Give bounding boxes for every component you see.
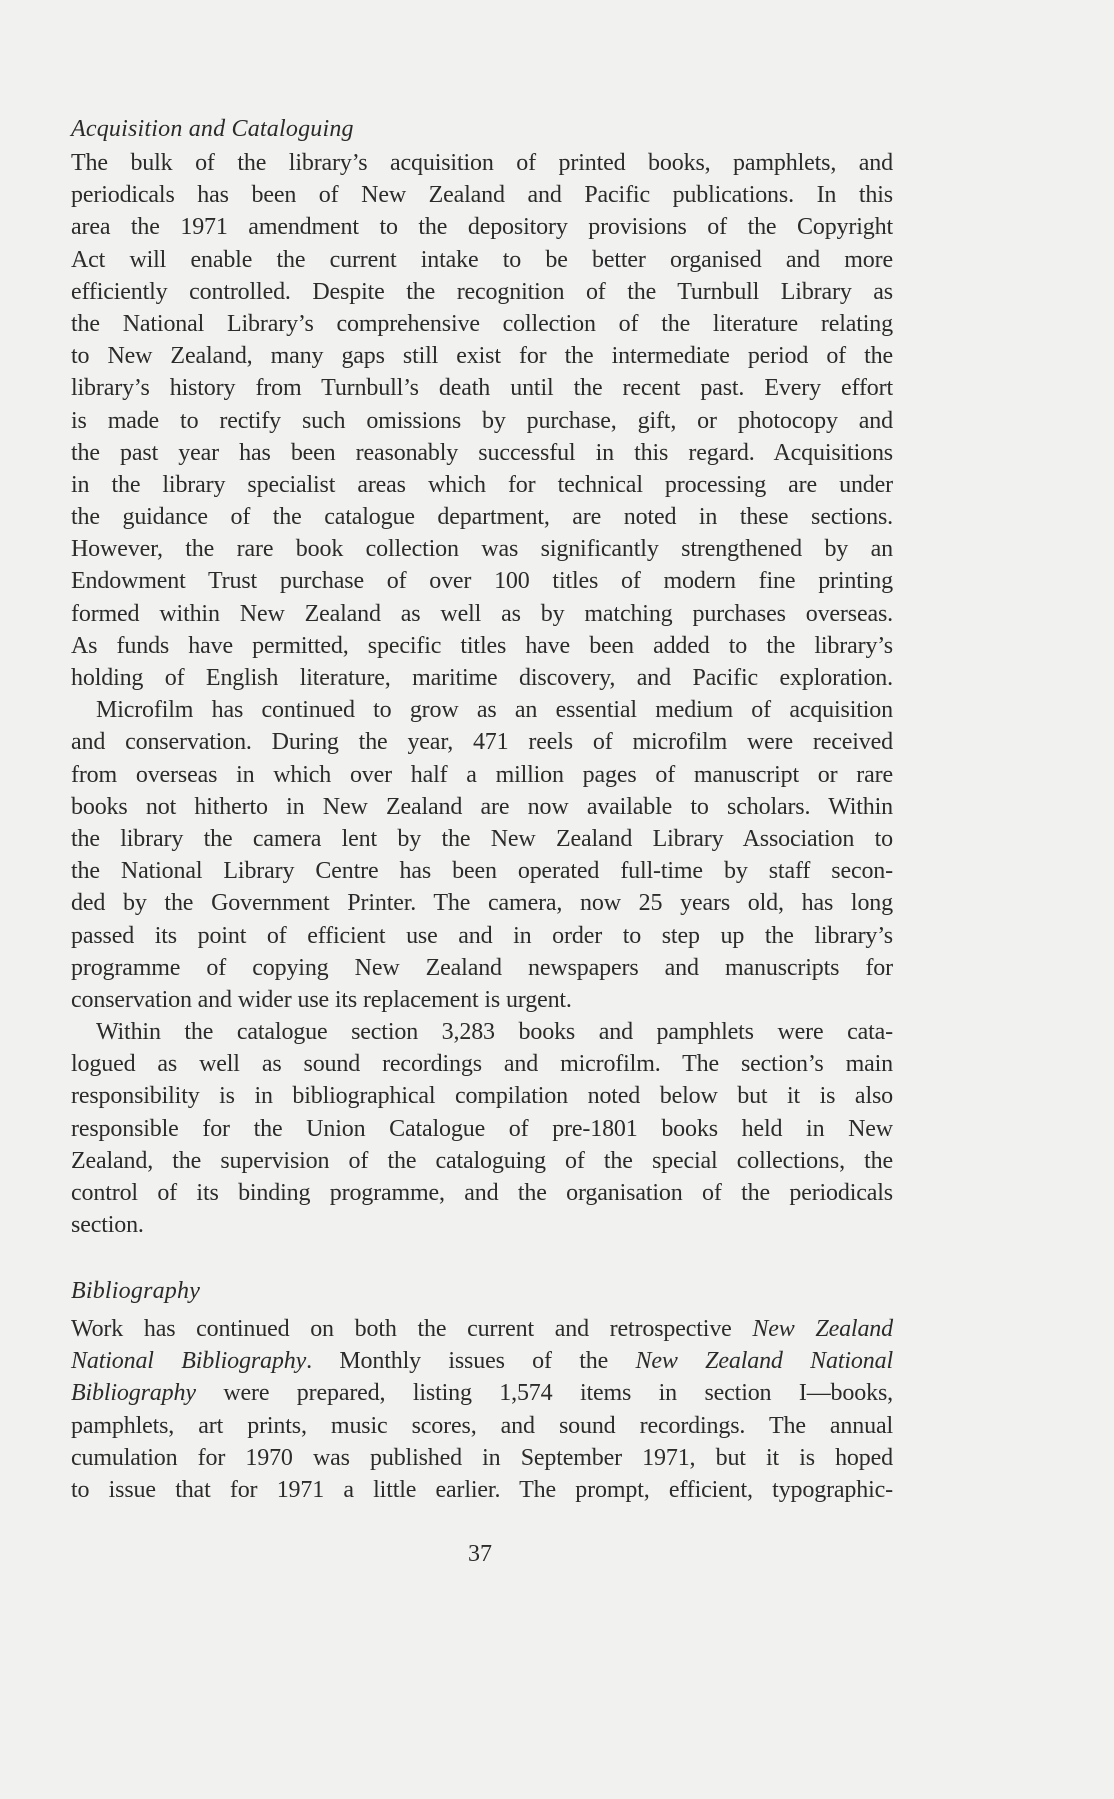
italic-title-text: National Bibliography — [71, 1348, 307, 1375]
text-line: Zealand, the supervision of the cataloguing of the special collections, the — [71, 1147, 893, 1174]
text-line: the guidance of the catalogue department, are noted in these sections. — [71, 504, 893, 531]
text-line: efficiently controlled. Despite the recognition of the Turnbull Library as — [71, 278, 893, 305]
text-line: logued as well as sound recordings and microfilm. The section’s main — [71, 1051, 893, 1078]
text-line: conservation and wider use its replacement is urgent. — [71, 986, 572, 1013]
text-run: Work has continued on both the current and retrospective — [71, 1316, 753, 1342]
text-line — [71, 1313, 893, 1345]
text-line: in the library specialist areas which for technical processing are under — [71, 471, 893, 498]
text-line: the National Library Centre has been operated full-time by staff secon- — [71, 858, 893, 885]
text-run: to issue that for 1971 a little earlier. The prompt, efficient, typographic- — [71, 1476, 893, 1503]
text-run: . Monthly issues of the — [306, 1348, 636, 1375]
paragraph-acquisition-1 — [71, 147, 893, 694]
text-line: is made to rectify such omissions by purchase, gift, or photocopy and — [71, 407, 893, 434]
text-line: Microfilm has continued to grow as an essential medium of acquisition — [96, 697, 893, 724]
text-line: the past year has been reasonably successful in this regard. Acquisitions — [71, 439, 893, 466]
text-line: holding of English literature, maritime discovery, and Pacific exploration. — [71, 665, 893, 691]
text-run: cumulation for 1970 was published in September 1971, but it is hoped — [71, 1444, 893, 1471]
italic-title-text: New Zealand — [752, 1316, 894, 1342]
page-number: 37 — [468, 1541, 492, 1567]
section-body-acquisition — [71, 147, 893, 1241]
text-line: and conservation. During the year, 471 reels of microfilm were received — [71, 729, 893, 756]
text-line — [71, 1442, 893, 1474]
text-line: section. — [71, 1212, 144, 1239]
text-line: the library the camera lent by the New Zealand Library Association to — [71, 825, 893, 852]
text-line: periodicals has been of New Zealand and Pacific publications. In this — [71, 182, 893, 209]
text-line: As funds have permitted, specific titles have been added to the library’s — [71, 632, 893, 659]
text-line — [71, 1345, 893, 1377]
section-heading-bibliography: Bibliography — [71, 1278, 201, 1304]
text-line — [71, 1410, 893, 1442]
text-line: responsible for the Union Catalogue of pre-1801 books held in New — [71, 1115, 893, 1142]
text-line: from overseas in which over half a million pages of manuscript or rare — [71, 761, 893, 788]
text-line: ded by the Government Printer. The camera, now 25 years old, has long — [71, 890, 893, 917]
text-run: were prepared, listing 1,574 items in section I—books, — [195, 1380, 893, 1407]
text-line: passed its point of efficient use and in order to step up the library’s — [71, 922, 893, 949]
text-line: The bulk of the library’s acquisition of printed books, pamphlets, and — [71, 150, 893, 176]
text-line: Endowment Trust purchase of over 100 titles of modern fine printing — [71, 568, 893, 595]
text-line: Act will enable the current intake to be better organised and more — [71, 246, 893, 273]
section-body-bibliography — [71, 1313, 893, 1506]
text-line: control of its binding programme, and the organisation of the periodicals — [71, 1180, 893, 1206]
text-line: However, the rare book collection was significantly strengthened by an — [71, 536, 893, 563]
text-line — [71, 1474, 893, 1506]
text-line: Within the catalogue section 3,283 books and pamphlets were cata- — [96, 1019, 893, 1046]
paragraph-bibliography-1 — [71, 1313, 893, 1506]
paragraph-acquisition-3 — [71, 1016, 893, 1241]
text-line — [71, 1377, 893, 1409]
text-line: to New Zealand, many gaps still exist for the intermediate period of the — [71, 343, 893, 370]
italic-title-text: Bibliography — [71, 1380, 196, 1407]
text-line: responsibility is in bibliographical compilation noted below but it is also — [71, 1083, 893, 1110]
text-line: formed within New Zealand as well as by matching purchases overseas. — [71, 600, 893, 627]
text-run: pamphlets, art prints, music scores, and sound recordings. The annual — [71, 1412, 893, 1439]
section-heading-acquisition: Acquisition and Cataloguing — [71, 116, 354, 142]
text-line: library’s history from Turnbull’s death until the recent past. Every effort — [71, 375, 893, 402]
text-line: programme of copying New Zealand newspapers and manuscripts for — [71, 954, 893, 981]
italic-title-text: New Zealand National — [635, 1348, 893, 1375]
text-line: area the 1971 amendment to the depository provisions of the Copyright — [71, 214, 893, 241]
text-line: books not hitherto in New Zealand are now available to scholars. Within — [71, 793, 893, 820]
text-line: the National Library’s comprehensive collection of the literature relating — [71, 310, 893, 337]
paragraph-acquisition-2 — [71, 694, 893, 1016]
